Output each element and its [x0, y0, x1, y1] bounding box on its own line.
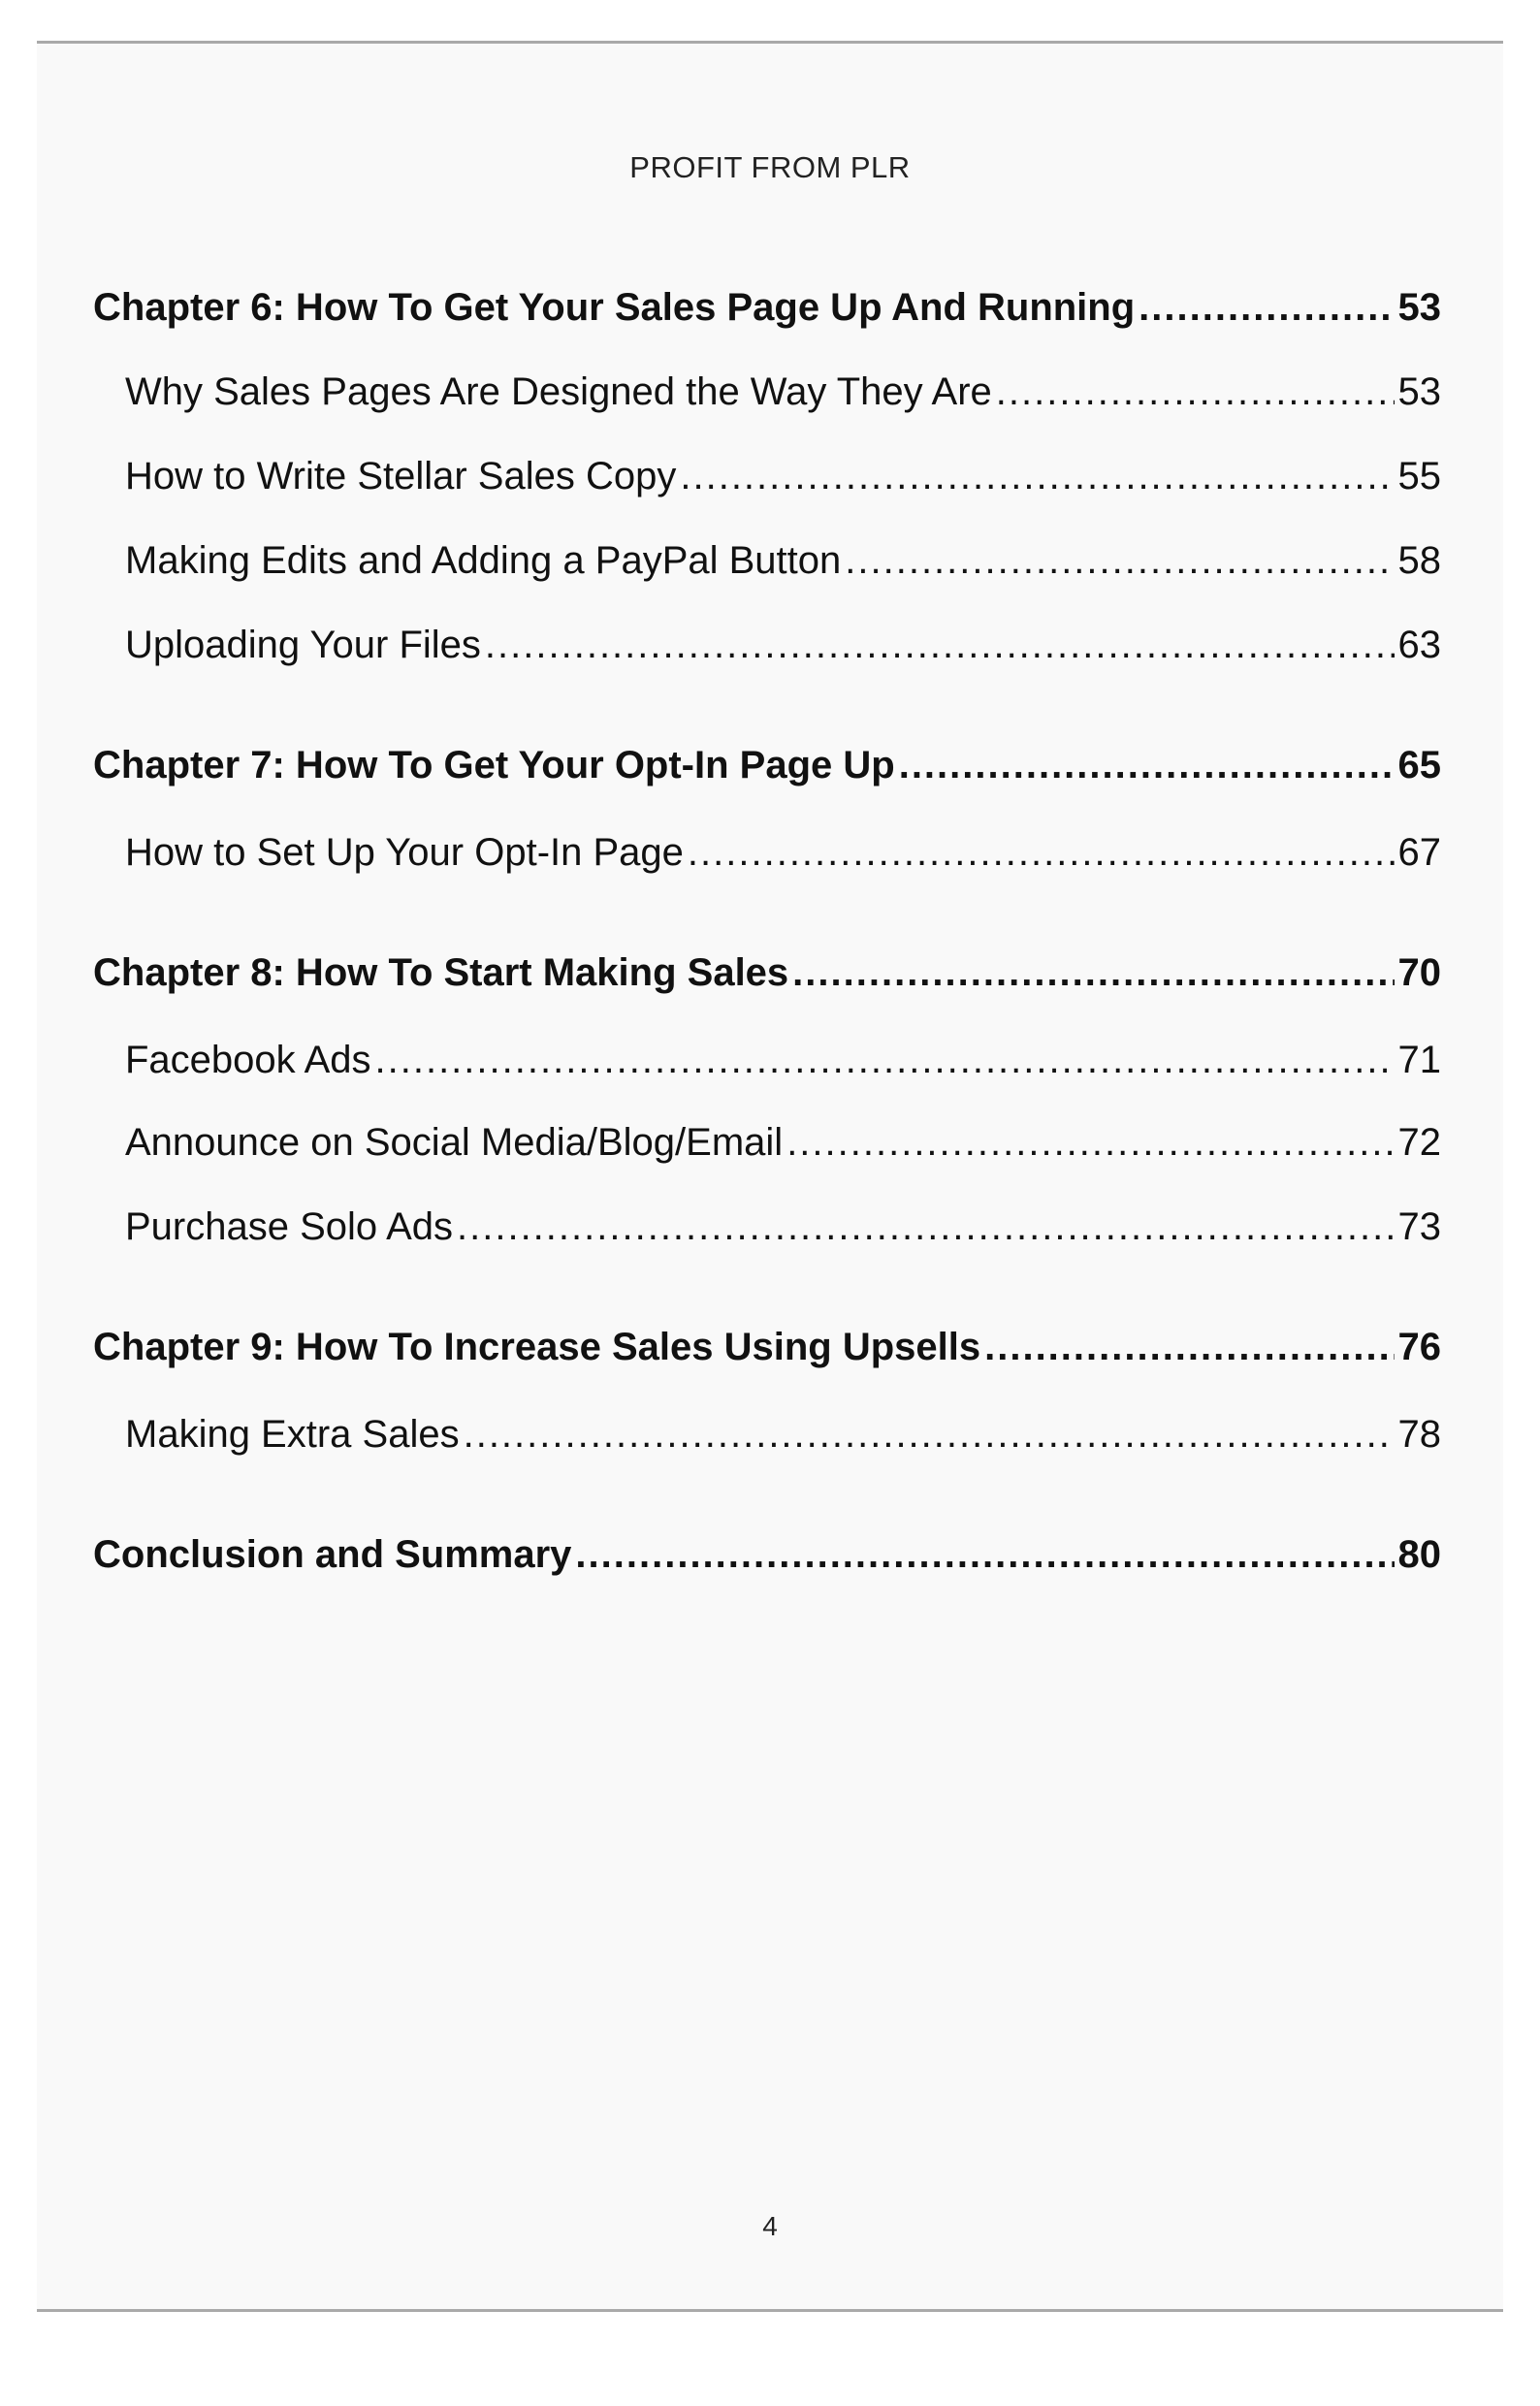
toc-page-number: 72 — [1397, 1121, 1441, 1164]
toc-chapter-8[interactable] — [93, 951, 1441, 995]
toc-page-number: 71 — [1397, 1039, 1441, 1081]
toc-entry-title: Making Extra Sales — [125, 1413, 460, 1456]
toc-page-number: 78 — [1397, 1413, 1441, 1456]
toc-conclusion[interactable] — [93, 1533, 1441, 1577]
toc-page-number: 63 — [1397, 624, 1441, 666]
toc-entry-title: Conclusion and Summary — [93, 1533, 572, 1576]
toc-dot-leader — [375, 1039, 1395, 1082]
toc-entry-title: Uploading Your Files — [125, 624, 481, 666]
toc-section[interactable] — [93, 624, 1441, 667]
toc-entry-title: Chapter 9: How To Increase Sales Using Upsells — [93, 1326, 981, 1368]
toc-page-number: 65 — [1397, 744, 1441, 786]
toc-page-number: 76 — [1397, 1326, 1441, 1368]
toc-dot-leader — [792, 951, 1394, 995]
toc-page-number: 67 — [1397, 831, 1441, 874]
toc-dot-leader — [996, 370, 1395, 414]
toc-entry-title: Announce on Social Media/Blog/Email — [125, 1121, 784, 1164]
toc-page-number: 80 — [1397, 1533, 1441, 1576]
toc-entry-title: Why Sales Pages Are Designed the Way They Are — [125, 370, 992, 413]
toc-section[interactable] — [93, 1039, 1441, 1082]
toc-entry-title: How to Set Up Your Opt-In Page — [125, 831, 684, 874]
toc-dot-leader — [688, 831, 1395, 875]
toc-dot-leader — [464, 1413, 1395, 1457]
toc-entry-title: Facebook Ads — [125, 1039, 371, 1081]
document-page — [37, 41, 1503, 2312]
toc-dot-leader — [786, 1121, 1394, 1165]
toc-section[interactable] — [93, 831, 1441, 875]
toc-section[interactable] — [93, 1205, 1441, 1249]
toc-entry-title: Chapter 7: How To Get Your Opt-In Page Up — [93, 744, 895, 786]
toc-dot-leader — [680, 455, 1394, 498]
toc-entry-title: Making Edits and Adding a PayPal Button — [125, 539, 842, 582]
toc-dot-leader — [984, 1326, 1394, 1369]
toc-section[interactable] — [93, 370, 1441, 414]
running-header: PROFIT FROM PLR — [629, 150, 911, 184]
toc-section[interactable] — [93, 1413, 1441, 1457]
page-number: 4 — [762, 2211, 778, 2241]
toc-page-number: 53 — [1397, 286, 1441, 329]
toc-dot-leader — [485, 624, 1395, 667]
toc-entry-title: Purchase Solo Ads — [125, 1205, 453, 1248]
toc-section[interactable] — [93, 1121, 1441, 1165]
toc-dot-leader — [1139, 286, 1394, 330]
toc-entry-title: Chapter 6: How To Get Your Sales Page Up And Running — [93, 286, 1136, 329]
toc-page-number: 58 — [1397, 539, 1441, 582]
toc-dot-leader — [575, 1533, 1394, 1577]
toc-entry-title: How to Write Stellar Sales Copy — [125, 455, 677, 497]
toc-entry-title: Chapter 8: How To Start Making Sales — [93, 951, 789, 994]
toc-page-number: 70 — [1397, 951, 1441, 994]
toc-chapter-6[interactable] — [93, 286, 1441, 330]
toc-chapter-7[interactable] — [93, 744, 1441, 787]
toc-page-number: 53 — [1397, 370, 1441, 413]
toc-dot-leader — [457, 1205, 1395, 1249]
toc-page-number: 55 — [1397, 455, 1441, 497]
toc-dot-leader — [845, 539, 1394, 583]
toc-dot-leader — [899, 744, 1395, 787]
toc-chapter-9[interactable] — [93, 1326, 1441, 1369]
toc-section[interactable] — [93, 455, 1441, 498]
toc-section[interactable] — [93, 539, 1441, 583]
toc-page-number: 73 — [1397, 1205, 1441, 1248]
